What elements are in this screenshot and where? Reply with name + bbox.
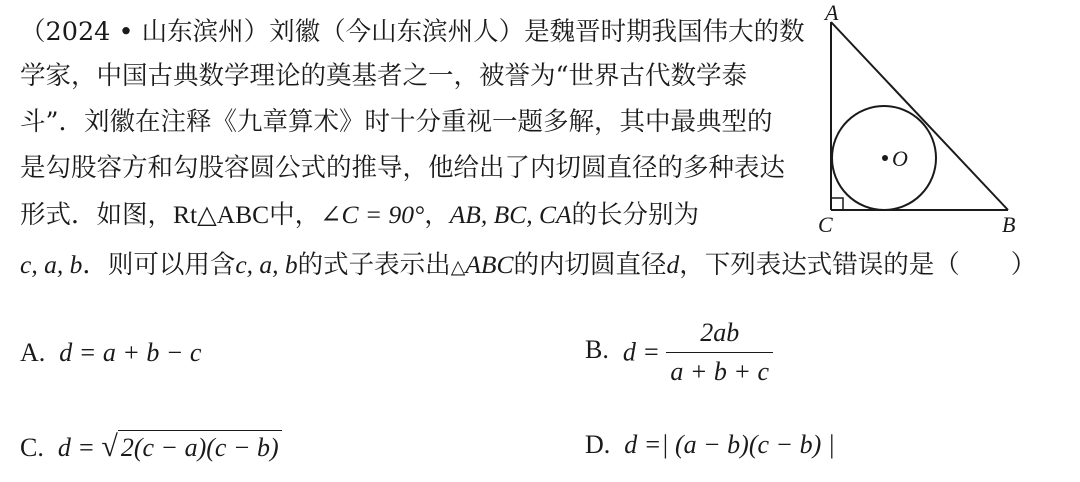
label-o: O — [892, 146, 908, 171]
option-a-expr: d = a + b − c — [59, 338, 202, 367]
option-a-label: A. — [20, 338, 46, 367]
option-d-label: D. — [585, 430, 611, 459]
side-ab — [831, 22, 1008, 210]
triangle-figure — [810, 0, 1030, 240]
label-c: C — [818, 212, 833, 237]
rt-triangle-text: Rt△ABC — [173, 200, 270, 229]
center-point — [882, 155, 888, 161]
question-line-3: 斗”．刘徽在注释《九章算术》时十分重视一题多解，其中最典型的 — [20, 107, 773, 137]
option-b-fraction — [666, 318, 773, 387]
question-line-1: （2024 • 山东滨州）刘徽（今山东滨州人）是魏晋时期我国伟大的数 — [20, 17, 805, 47]
question-line-6: c, a, b．则可以用含c, a, b的式子表示出△ABC的内切圆直径d，下列表达式错误的是（ ） — [20, 250, 1037, 280]
angle-c-text: ∠C = 90° — [320, 200, 425, 229]
option-c-label: C. — [20, 433, 44, 462]
option-d-expr: d =| (a − b)(c − b) | — [624, 430, 835, 459]
option-c-radicand: 2(c − a)(c − b) — [118, 430, 282, 462]
option-b[interactable]: B. d = $\frac{2ab}{a + b + c}$ — [585, 318, 773, 387]
option-b-denominator: a + b + c — [670, 357, 770, 386]
option-a[interactable] — [20, 338, 201, 368]
option-c[interactable]: C. d = √ 2(c − a)(c − b) — [20, 430, 282, 464]
question-source: （2024 • 山东滨州） — [20, 17, 270, 47]
option-b-label: B. — [585, 335, 609, 365]
label-a: A — [825, 0, 839, 25]
option-d[interactable] — [585, 430, 835, 460]
label-b: B — [1002, 212, 1016, 237]
right-angle-marker — [831, 198, 843, 210]
question-line-5: 形式．如图，Rt△ABC中，∠C = 90°，AB, BC, CA的长分别为 — [20, 200, 700, 230]
option-b-numerator: 2ab — [666, 318, 773, 353]
option-c-sqrt — [101, 430, 281, 464]
question-line-4: 是勾股容方和勾股容圆公式的推导，他给出了内切圆直径的多种表达 — [20, 153, 786, 183]
question-line-2: 学家，中国古典数学理论的奠基者之一，被誉为“世界古代数学泰 — [20, 61, 748, 91]
radical-sign: √ — [101, 430, 118, 463]
sides-text: AB, BC, CA — [449, 200, 572, 229]
